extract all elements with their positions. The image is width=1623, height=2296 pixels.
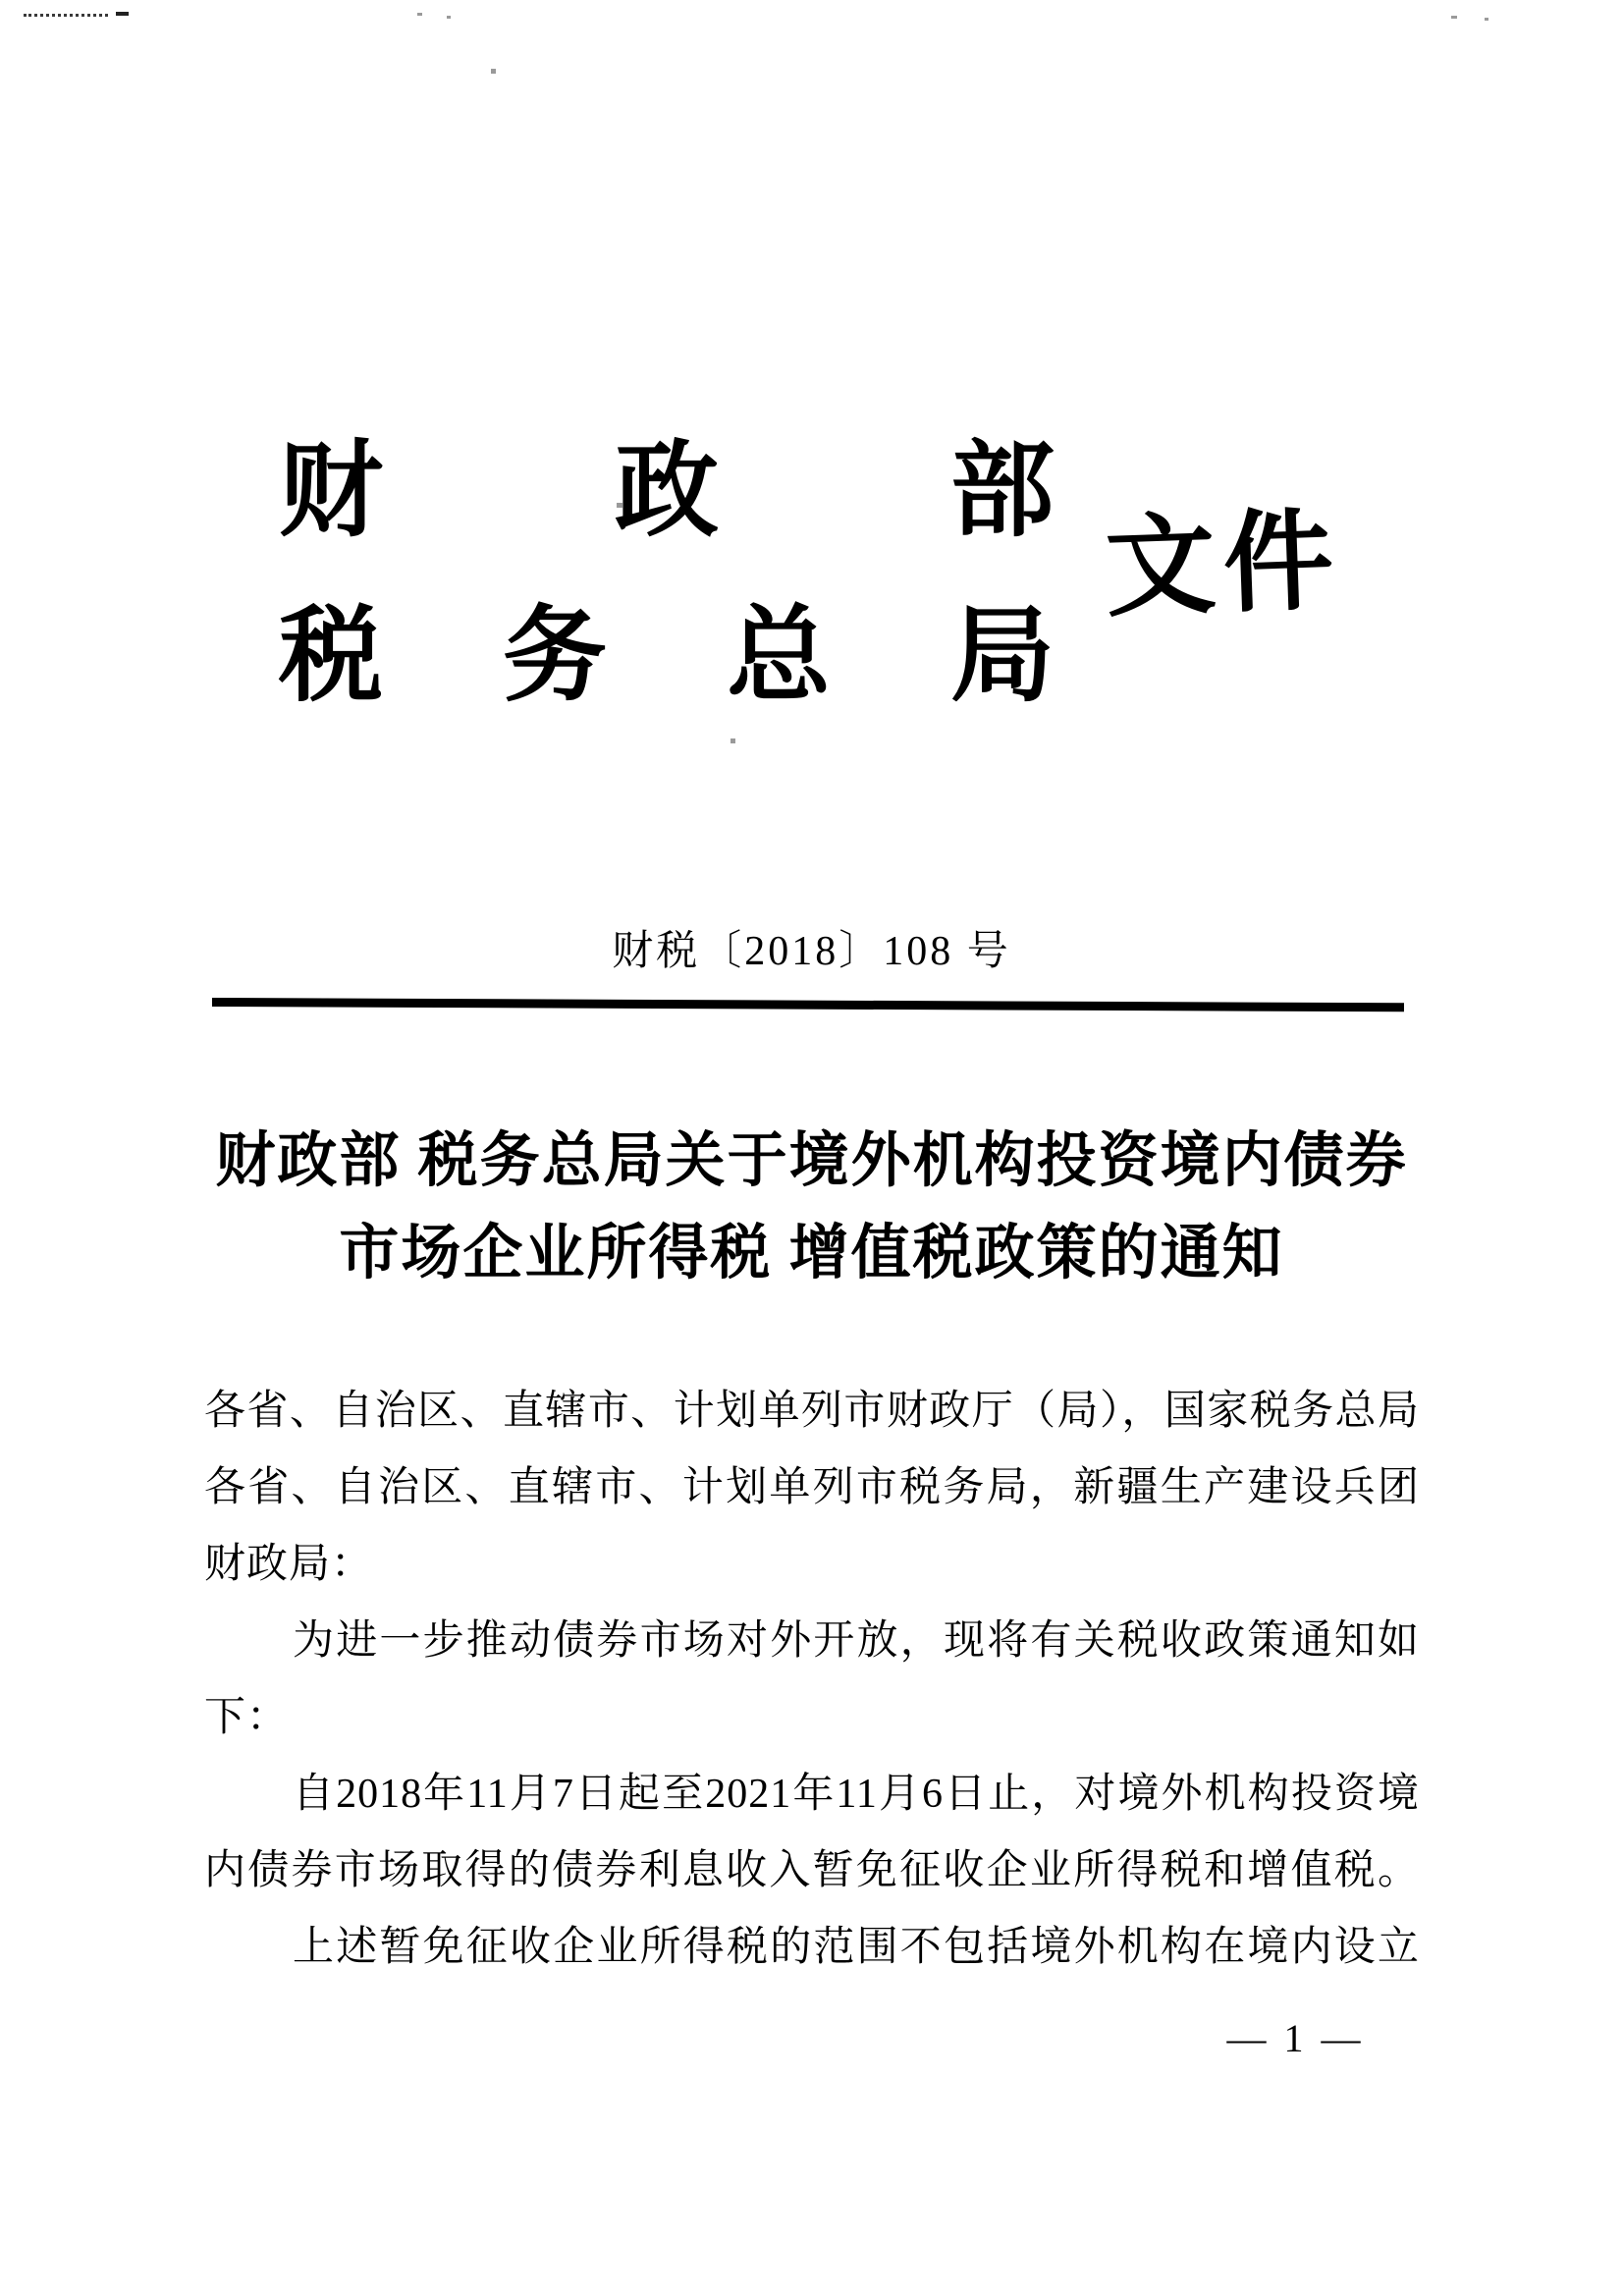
issuer-char: 总 — [727, 599, 831, 714]
body-line: 各省、自治区、直辖市、计划单列市税务局，新疆生产建设兵团 — [204, 1465, 1420, 1510]
issuer-char: 局 — [950, 599, 1055, 714]
body-line: 自2018年11月7日起至2021年11月6日止，对境外机构投资境 — [293, 1772, 1420, 1817]
scan-speck — [116, 12, 129, 16]
issuer-name-line1 — [279, 434, 1055, 549]
issuer-char: 部 — [950, 434, 1055, 549]
divider-rule — [212, 998, 1404, 1011]
body-line: 内债券市场取得的债券利息收入暂免征收企业所得税和增值税。 — [204, 1848, 1420, 1893]
issuer-name-line2 — [279, 599, 1055, 714]
scan-speck — [417, 13, 422, 16]
issuer-char: 财 — [279, 434, 383, 549]
scan-speck — [1451, 16, 1457, 19]
page-number: — 1 — — [1226, 2016, 1365, 2060]
scan-speck — [447, 16, 451, 19]
body-line: 为进一步推动债券市场对外开放，现将有关税收政策通知如 — [293, 1618, 1420, 1664]
scan-speck — [491, 69, 496, 74]
body-line: 财政局： — [204, 1542, 374, 1587]
scan-speck — [24, 14, 108, 17]
scan-speck — [1485, 18, 1488, 21]
body-line: 上述暂免征收企业所得税的范围不包括境外机构在境内设立 — [293, 1925, 1420, 1970]
issuer-char: 税 — [279, 599, 383, 714]
document-number: 财税〔2018〕108 号 — [612, 929, 1011, 974]
body-line: 各省、自治区、直辖市、计划单列市财政厅（局），国家税务总局 — [204, 1389, 1420, 1434]
scan-speck — [730, 738, 735, 743]
body-line: 下： — [204, 1695, 290, 1740]
issuer-char: 政 — [615, 434, 719, 549]
document-title-line2: 市场企业所得税 增值税政策的通知 — [339, 1221, 1284, 1286]
document-title-line1: 财政部 税务总局关于境外机构投资境内债券 — [215, 1128, 1408, 1194]
doc-type-label: 文件 — [1103, 500, 1344, 631]
issuer-char: 务 — [503, 599, 607, 714]
